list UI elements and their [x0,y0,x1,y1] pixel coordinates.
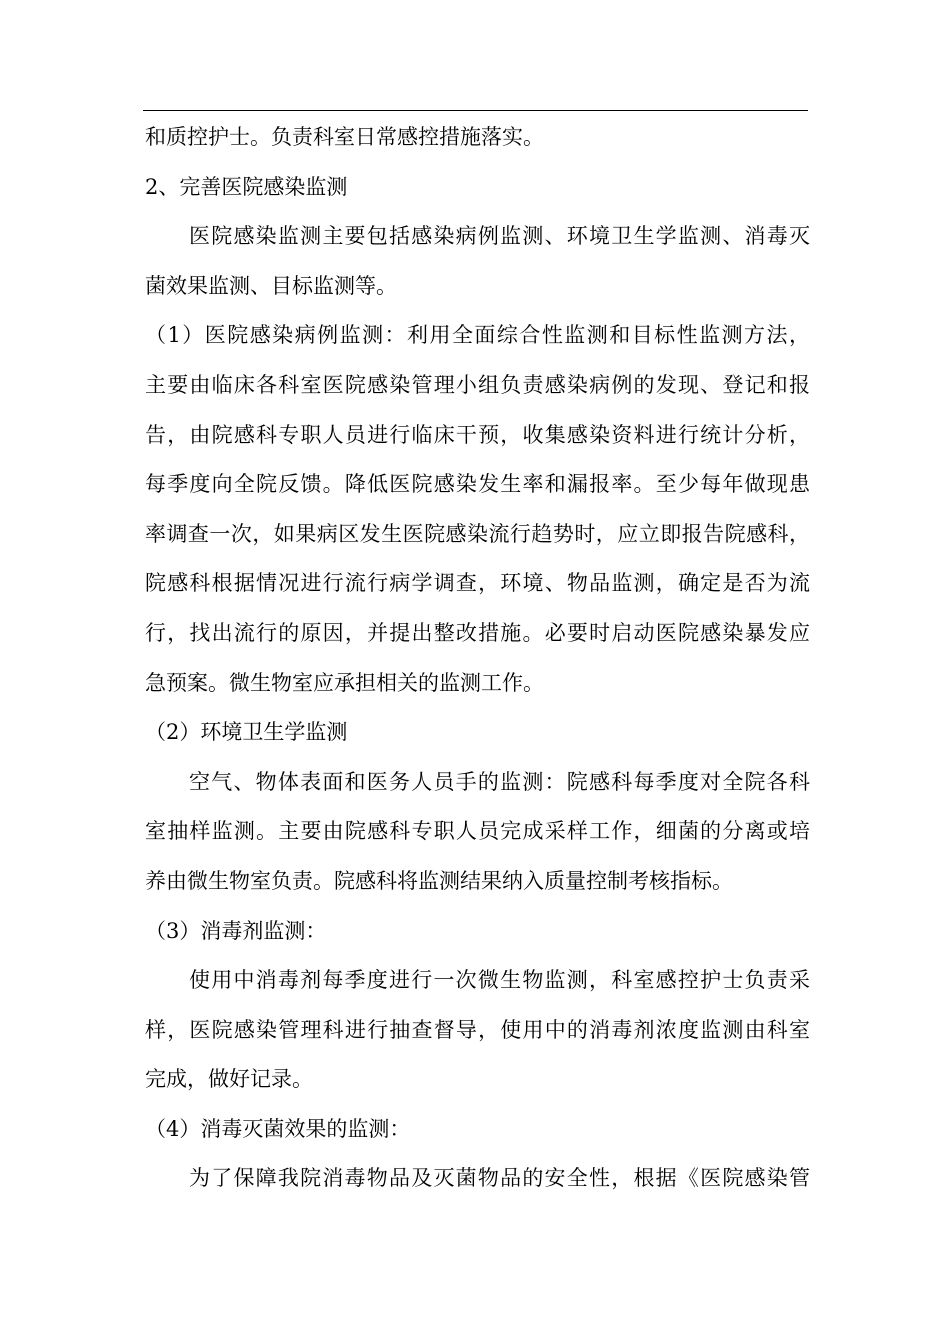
text-line: 养由微生物室负责。院感科将监测结果纳入质量控制考核指标。 [145,868,733,893]
text-line: 为了保障我院消毒物品及灭菌物品的安全性，根据《医院感染管 [189,1166,810,1191]
text-line: 行，找出流行的原因，并提出整改措施。必要时启动医院感染暴发应 [145,620,810,645]
text-line: 告，由院感科专职人员进行临床干预，收集感染资料进行统计分析， [145,422,810,447]
section-heading: 2、完善医院感染监测 [145,174,348,199]
text-line: 医院感染监测主要包括感染病例监测、环境卫生学监测、消毒灭 [189,224,810,249]
text-line: 菌效果监测、目标监测等。 [145,273,397,298]
subsection-heading: （2）环境卫生学监测 [145,720,348,745]
text-line: 空气、物体表面和医务人员手的监测：院感科每季度对全院各科 [189,769,810,794]
header-rule [143,110,808,111]
text-line: 主要由临床各科室医院感染管理小组负责感染病例的发现、登记和报 [145,372,810,397]
text-line: 率调查一次，如果病区发生医院感染流行趋势时，应立即报告院感科， [145,521,810,546]
text-line: 室抽样监测。主要由院感科专职人员完成采样工作，细菌的分离或培 [145,819,810,844]
text-line: 和质控护士。负责科室日常感控措施落实。 [145,125,544,149]
text-line: 每季度向全院反馈。降低医院感染发生率和漏报率。至少每年做现患 [145,472,810,497]
text-line: 院感科根据情况进行流行病学调查，环境、物品监测，确定是否为流 [145,571,810,596]
body-text [145,113,810,1204]
text-line: 使用中消毒剂每季度进行一次微生物监测，科室感控护士负责采 [189,968,810,993]
subsection-heading: （3）消毒剂监测： [145,918,327,943]
text-line: 完成，做好记录。 [145,1067,313,1092]
text-line: （1）医院感染病例监测：利用全面综合性监测和目标性监测方法， [145,323,810,348]
subsection-heading: （4）消毒灭菌效果的监测： [145,1116,411,1141]
text-line: 样，医院感染管理科进行抽查督导，使用中的消毒剂浓度监测由科室 [145,1017,810,1042]
text-line: 急预案。微生物室应承担相关的监测工作。 [145,670,544,695]
